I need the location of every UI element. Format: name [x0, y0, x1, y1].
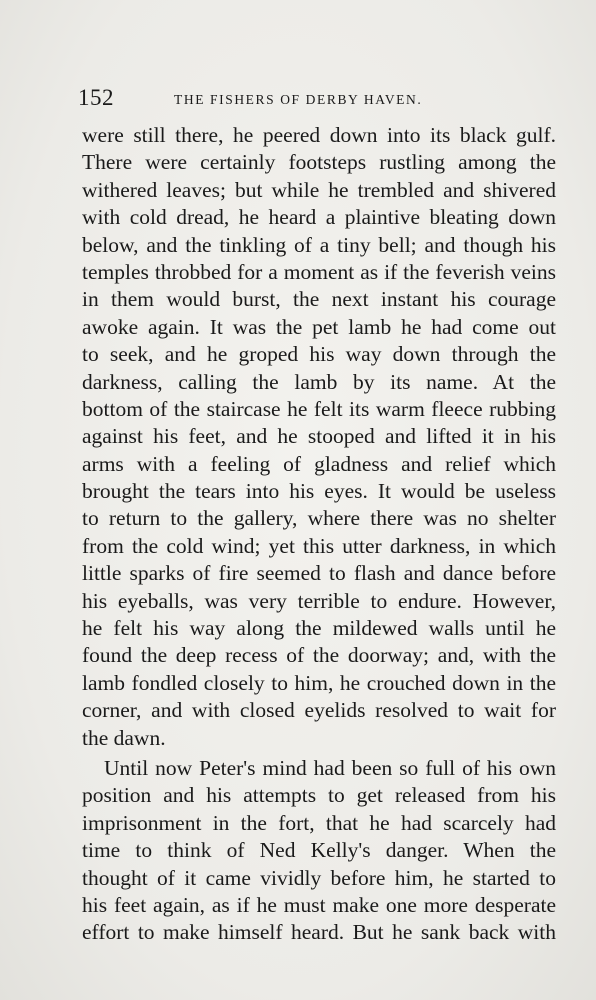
text-line: position and his attempts to get released from his	[82, 783, 556, 808]
text-line: to seek, and he groped his way down through the	[82, 342, 556, 367]
text-line: brought the tears into his eyes. It would be useless	[82, 479, 556, 504]
running-head	[78, 85, 553, 113]
body-text	[82, 122, 556, 947]
text-line: Until now Peter's mind had been so full of his own	[104, 755, 556, 780]
text-line: to return to the gallery, where there was no shelter	[82, 506, 556, 531]
page-number: 152	[78, 85, 114, 110]
text-line: bottom of the staircase he felt its warm fleece rubbing	[82, 396, 556, 421]
text-line: time to think of Ned Kelly's danger. When the	[82, 838, 556, 863]
text-line: darkness, calling the lamb by its name. At the	[82, 369, 556, 394]
text-line: in them would burst, the next instant his courage	[82, 287, 556, 312]
paragraph	[82, 755, 556, 947]
text-line: withered leaves; but while he trembled and shivered	[82, 177, 556, 202]
text-line: imprisonment in the fort, that he had scarcely had	[82, 810, 556, 835]
text-line: below, and the tinkling of a tiny bell; and though his	[82, 232, 556, 257]
text-line: awoke again. It was the pet lamb he had come out	[82, 314, 556, 339]
text-line: corner, and with closed eyelids resolved to wait for	[82, 698, 556, 723]
running-title: THE FISHERS OF DERBY HAVEN.	[174, 92, 423, 107]
text-line: from the cold wind; yet this utter darkness, in which	[82, 533, 556, 558]
text-line: the dawn.	[82, 725, 166, 750]
text-line: temples throbbed for a moment as if the feverish veins	[82, 259, 556, 284]
text-line: found the deep recess of the doorway; and, with the	[82, 643, 556, 668]
text-line: lamb fondled closely to him, he crouched down in the	[82, 670, 556, 695]
text-line: his eyeballs, was very terrible to endure. However,	[82, 588, 556, 613]
text-line: arms with a feeling of gladness and relief which	[82, 451, 556, 476]
text-line: he felt his way along the mildewed walls until he	[82, 616, 556, 641]
text-line: There were certainly footsteps rustling among the	[82, 150, 556, 175]
paragraph	[82, 122, 556, 752]
text-line: thought of it came vividly before him, he started to	[82, 865, 556, 890]
text-line: effort to make himself heard. But he sank back with	[82, 920, 556, 945]
text-line: little sparks of fire seemed to flash and dance before	[82, 561, 556, 586]
text-line: with cold dread, he heard a plaintive bleating down	[82, 205, 556, 230]
text-line: were still there, he peered down into its black gulf.	[82, 123, 556, 147]
text-line: against his feet, and he stooped and lifted it in his	[82, 424, 556, 449]
text-line: his feet again, as if he must make one more desperate	[82, 892, 556, 917]
